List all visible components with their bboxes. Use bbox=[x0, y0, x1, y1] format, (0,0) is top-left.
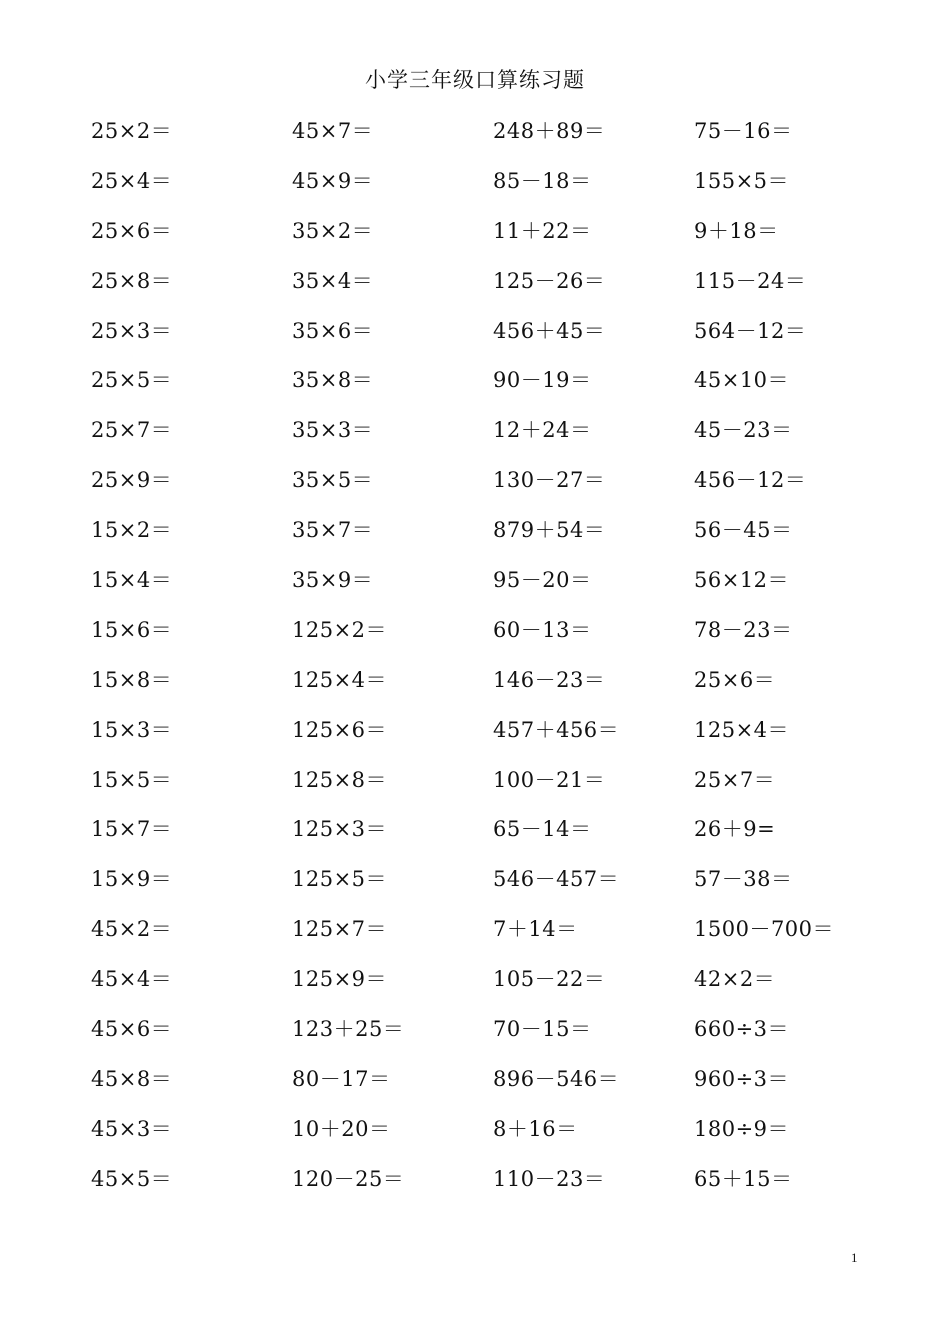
problem-cell: 45×7＝ bbox=[292, 119, 374, 143]
problem-cell: 15×6＝ bbox=[91, 617, 173, 642]
problem-cell: 90－19＝ bbox=[493, 368, 592, 393]
problem-row bbox=[91, 1064, 911, 1114]
problem-cell: 564－12＝ bbox=[694, 318, 807, 343]
problem-cell: 25×3＝ bbox=[91, 318, 173, 343]
problem-cell: 70－15＝ bbox=[493, 1017, 592, 1042]
problem-cell: 125×5＝ bbox=[292, 867, 388, 892]
problem-cell: 15×4＝ bbox=[91, 568, 173, 593]
problem-cell: 35×5＝ bbox=[292, 468, 374, 493]
problem-row bbox=[91, 765, 911, 815]
problem-cell: 15×9＝ bbox=[91, 867, 173, 892]
problem-row bbox=[91, 316, 911, 366]
problem-cell: 45×3＝ bbox=[91, 1116, 173, 1141]
problem-cell: 35×2＝ bbox=[292, 218, 374, 243]
problem-row bbox=[91, 565, 911, 615]
problem-row bbox=[91, 814, 911, 864]
problem-cell: 546－457＝ bbox=[493, 867, 620, 892]
problem-cell: 57－38＝ bbox=[694, 867, 793, 892]
problem-cell: 8＋16＝ bbox=[493, 1116, 578, 1141]
problem-cell: 25×9＝ bbox=[91, 468, 173, 493]
problem-cell: 125×9＝ bbox=[292, 967, 388, 992]
problem-cell: 15×2＝ bbox=[91, 518, 173, 543]
page-number: 1 bbox=[851, 1250, 858, 1265]
problem-cell: 125×4＝ bbox=[292, 667, 388, 692]
problem-cell: 125×6＝ bbox=[292, 717, 388, 742]
problem-row bbox=[91, 415, 911, 465]
problem-cell: 456－12＝ bbox=[694, 468, 807, 493]
problem-cell: 25×6＝ bbox=[91, 218, 173, 243]
problem-cell: 65－14＝ bbox=[493, 817, 592, 842]
problem-cell: 7＋14＝ bbox=[493, 917, 578, 942]
problem-cell: 80－17＝ bbox=[292, 1066, 391, 1091]
problem-grid bbox=[91, 116, 911, 1214]
problem-cell: 10＋20＝ bbox=[292, 1116, 391, 1141]
problem-cell: 95－20＝ bbox=[493, 568, 592, 593]
problem-row bbox=[91, 266, 911, 316]
problem-row bbox=[91, 1164, 911, 1214]
problem-cell: 125×8＝ bbox=[292, 767, 388, 792]
problem-cell: 45－23＝ bbox=[694, 418, 793, 443]
problem-row bbox=[91, 715, 911, 765]
problem-row bbox=[91, 665, 911, 715]
problem-cell: 12＋24＝ bbox=[493, 418, 592, 443]
problem-cell: 130－27＝ bbox=[493, 468, 606, 493]
problem-cell: 120－25＝ bbox=[292, 1166, 405, 1191]
problem-row bbox=[91, 515, 911, 565]
problem-cell: 25×7＝ bbox=[91, 418, 173, 443]
problem-row bbox=[91, 964, 911, 1014]
problem-cell: 15×3＝ bbox=[91, 717, 173, 742]
problem-cell: 248＋89＝ bbox=[493, 119, 606, 143]
problem-cell: 25×7＝ bbox=[694, 767, 776, 792]
problem-cell: 115－24＝ bbox=[694, 268, 807, 293]
problem-cell: 45×10＝ bbox=[694, 368, 790, 393]
problem-cell: 125×4＝ bbox=[694, 717, 790, 742]
problem-row bbox=[91, 1014, 911, 1064]
problem-cell: 25×6＝ bbox=[694, 667, 776, 692]
problem-cell: 125×3＝ bbox=[292, 817, 388, 842]
problem-cell: 180÷9＝ bbox=[694, 1116, 790, 1141]
problem-cell: 35×8＝ bbox=[292, 368, 374, 393]
problem-cell: 155×5＝ bbox=[694, 168, 790, 193]
problem-cell: 45×6＝ bbox=[91, 1017, 173, 1042]
problem-cell: 45×9＝ bbox=[292, 168, 374, 193]
problem-cell: 25×8＝ bbox=[91, 268, 173, 293]
problem-cell: 125×2＝ bbox=[292, 617, 388, 642]
problem-cell: 42×2＝ bbox=[694, 967, 776, 992]
problem-row bbox=[91, 166, 911, 216]
problem-row bbox=[91, 116, 911, 166]
problem-cell: 60－13＝ bbox=[493, 617, 592, 642]
problem-cell: 960÷3＝ bbox=[694, 1066, 790, 1091]
problem-row bbox=[91, 615, 911, 665]
problem-cell: 35×6＝ bbox=[292, 318, 374, 343]
problem-cell: 9＋18＝ bbox=[694, 218, 779, 243]
problem-cell: 75－16＝ bbox=[694, 119, 793, 143]
problem-row bbox=[91, 365, 911, 415]
problem-cell: 456＋45＝ bbox=[493, 318, 606, 343]
problem-cell: 105－22＝ bbox=[493, 967, 606, 992]
problem-cell: 896－546＝ bbox=[493, 1066, 620, 1091]
problem-cell: 45×2＝ bbox=[91, 917, 173, 942]
problem-row bbox=[91, 1114, 911, 1164]
problem-cell: 457＋456＝ bbox=[493, 717, 620, 742]
problem-cell: 56－45＝ bbox=[694, 518, 793, 543]
problem-cell: 25×2＝ bbox=[91, 119, 173, 143]
problem-cell: 125×7＝ bbox=[292, 917, 388, 942]
problem-cell: 35×7＝ bbox=[292, 518, 374, 543]
problem-cell: 11＋22＝ bbox=[493, 218, 592, 243]
problem-cell: 660÷3＝ bbox=[694, 1017, 790, 1042]
problem-row bbox=[91, 216, 911, 266]
page-title: 小学三年级口算练习题 bbox=[365, 68, 585, 92]
problem-cell: 45×4＝ bbox=[91, 967, 173, 992]
problem-cell: 45×5＝ bbox=[91, 1166, 173, 1191]
problem-cell: 85－18＝ bbox=[493, 168, 592, 193]
problem-cell: 15×8＝ bbox=[91, 667, 173, 692]
problem-cell: 25×5＝ bbox=[91, 368, 173, 393]
problem-cell: 146－23＝ bbox=[493, 667, 606, 692]
problem-cell: 110－23＝ bbox=[493, 1166, 606, 1191]
problem-cell: 35×4＝ bbox=[292, 268, 374, 293]
problem-cell: 26＋9= bbox=[694, 817, 776, 842]
problem-row bbox=[91, 864, 911, 914]
problem-cell: 125－26＝ bbox=[493, 268, 606, 293]
problem-cell: 879＋54＝ bbox=[493, 518, 606, 543]
problem-cell: 123＋25＝ bbox=[292, 1017, 405, 1042]
problem-cell: 78－23＝ bbox=[694, 617, 793, 642]
problem-cell: 56×12＝ bbox=[694, 568, 790, 593]
problem-row bbox=[91, 914, 911, 964]
problem-cell: 100－21＝ bbox=[493, 767, 606, 792]
problem-cell: 15×5＝ bbox=[91, 767, 173, 792]
problem-cell: 1500－700＝ bbox=[694, 917, 835, 942]
problem-cell: 65＋15＝ bbox=[694, 1166, 793, 1191]
problem-cell: 35×9＝ bbox=[292, 568, 374, 593]
problem-cell: 15×7＝ bbox=[91, 817, 173, 842]
problem-cell: 25×4＝ bbox=[91, 168, 173, 193]
problem-cell: 45×8＝ bbox=[91, 1066, 173, 1091]
problem-row bbox=[91, 465, 911, 515]
problem-cell: 35×3＝ bbox=[292, 418, 374, 443]
